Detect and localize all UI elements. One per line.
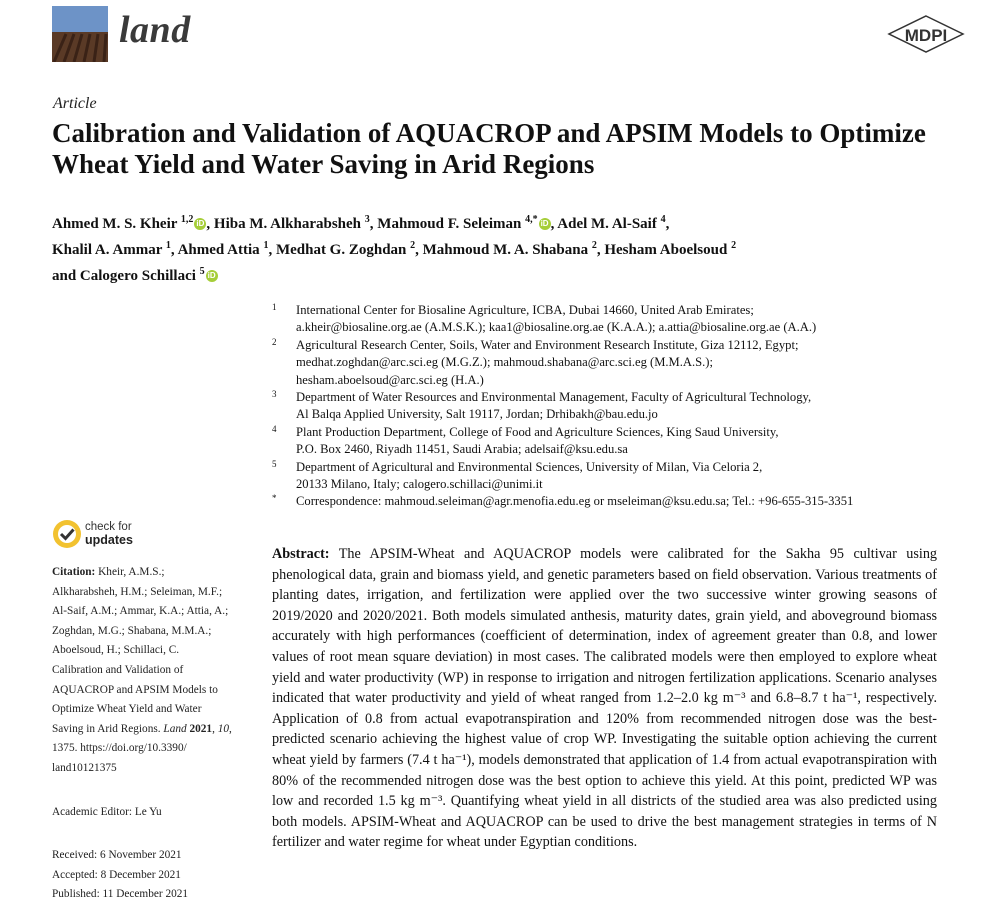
- citation-volume: 10: [217, 722, 230, 735]
- citation-line: Al-Saif, A.M.; Ammar, K.A.; Attia, A.;: [52, 605, 229, 618]
- affiliation-number: 5: [272, 458, 277, 469]
- abstract-label: Abstract:: [272, 546, 330, 562]
- citation-doi-tail[interactable]: land10121375: [52, 761, 117, 774]
- author-affiliation-sup: 5: [199, 266, 205, 277]
- affiliation-number: 2: [272, 336, 277, 347]
- author-affiliation-sup: 2: [731, 240, 737, 251]
- author-affiliation-sup: 1,2: [180, 214, 194, 225]
- citation-line: AQUACROP and APSIM Models to: [52, 683, 218, 696]
- abstract-text: The APSIM-Wheat and AQUACROP models were calibrated for the Sakha 95 cultivar using phenological data, grain and biomass yield, and genetic parameters based on field observation. Various treatments of planting dates, irrigation, and fertilization were applied over the two successive winter growing seasons of 2019/2020 and 2020/2021. Both models simulated anthesis, maturity dates, grain yield, and aboveground biomass accurately with high performances (coefficient of determination, index of agreement greater than 0.8, and lower values of root mean square deviation) in most cases. The calibrated models were then employed to explore wheat yield and water productivity (WP) in response to irrigation and nitrogen fertilization applications. Scenario analyses indicated that water productivity and yield of wheat ranged from 1.2–2.0 kg m⁻³ and 6.8–8.7 t ha⁻¹, respectively. Application of 0.8 from actual evapotranspiration and 120% from recommended nitrogen dose was the best-predicted scenario achieving the highest value of crop WP. Investigating the suitable option achieving the current wheat yield by farmers (7.4 t ha⁻¹), models demonstrated that application of 1.4 from actual evapotranspiration with 80% of the recommended nitrogen dose was the best option to achieve this yield. At this point, predicted WP was low and recorded 1.5 kg m⁻³. Quantifying wheat yield in all districts of the studied area was also predicted using both models. APSIM-Wheat and AQUACROP can be used to drive the best management strategies in terms of N fertilizer and water regime for wheat under Egyptian conditions.: [272, 546, 938, 851]
- article-type: Article: [53, 95, 97, 112]
- affiliation-item: [272, 459, 952, 494]
- author-name[interactable]: Khalil A. Ammar: [52, 242, 163, 258]
- citation-block: Citation: Kheir, A.M.S.; Alkharabsheh, H.M.; Seleiman, M.F.; Al-Saif, A.M.; Ammar, K.A.; Attia, A.; Zoghdan, M.G.; Shabana, M.M.A.; Aboelsoud, H.; Schillaci, C. Calibration and Validation of AQUACROP and APSIM Models to Optimize Wheat Yield and Water Saving in Arid Regions. Land 2021, 10, 1375. https://doi.org/10.3390/ land10121375: [52, 566, 232, 774]
- author-name[interactable]: Ahmed Attia: [177, 242, 260, 258]
- citation-doi[interactable]: 1375. https://doi.org/10.3390/: [52, 742, 187, 755]
- affiliation-number: 4: [272, 423, 277, 434]
- affiliation-line: Department of Agricultural and Environmental Sciences, University of Milan, Via Celoria 2,: [296, 459, 763, 474]
- author-separator: ,: [596, 242, 605, 258]
- author-name[interactable]: Mahmoud F. Seleiman: [377, 216, 522, 232]
- journal-logo-image: [52, 6, 108, 62]
- affiliation-item: [272, 493, 952, 510]
- author-separator: ,: [369, 216, 378, 232]
- citation-line: Zoghdan, M.G.; Shabana, M.M.A.;: [52, 624, 212, 637]
- author-separator: ,: [206, 216, 214, 232]
- citation-label: Citation:: [52, 566, 96, 578]
- citation-line: Aboelsoud, H.; Schillaci, C.: [52, 644, 180, 657]
- check-for-updates-badge[interactable]: [52, 519, 182, 551]
- citation-year: 2021: [189, 722, 213, 735]
- affiliation-line: Agricultural Research Center, Soils, Water and Environment Research Institute, Giza 12112, Egypt;: [296, 337, 799, 352]
- citation-line: Calibration and Validation of: [52, 663, 184, 676]
- affiliation-number: 1: [272, 302, 277, 312]
- publication-dates: [52, 846, 188, 905]
- affiliations-list: [272, 302, 952, 511]
- affiliation-item: [272, 337, 952, 389]
- published-date: Published: 11 December 2021: [52, 888, 189, 901]
- author-name[interactable]: Hiba M. Alkharabsheh: [213, 216, 362, 232]
- article-title: Calibration and Validation of AQUACROP and APSIM Models to Optimize Wheat Yield and Water Saving in Arid Regions: [52, 118, 926, 179]
- affiliation-number: 3: [272, 389, 277, 400]
- author-affiliation-sup: 2: [591, 240, 597, 251]
- affiliation-line: Department of Water Resources and Environmental Management, Faculty of Agricultural Technology,: [296, 390, 812, 405]
- received-date: Received: 6 November 2021: [52, 849, 182, 861]
- affiliation-line: medhat.zoghdan@arc.sci.eg (M.G.Z.); mahmoud.shabana@arc.sci.eg (M.M.A.S.);: [296, 355, 713, 370]
- citation-journal: Land: [163, 722, 187, 735]
- author-separator: ,: [665, 216, 670, 232]
- affiliation-item: [272, 302, 952, 337]
- affiliation-line: 20133 Milano, Italy; calogero.schillaci@unimi.it: [296, 477, 543, 492]
- citation-line: Alkharabsheh, H.M.; Seleiman, M.F.;: [52, 585, 223, 598]
- affiliation-number: *: [272, 493, 277, 504]
- check-updates-line1: check for: [85, 521, 132, 533]
- author-separator: ,: [550, 216, 558, 232]
- affiliation-line: Correspondence: mahmoud.seleiman@agr.menofia.edu.eg or mseleiman@ksu.edu.sa; Tel.: +96-655-315-3351: [296, 494, 854, 509]
- check-updates-icon: [52, 519, 82, 549]
- publisher-name: MDPI: [904, 26, 948, 45]
- affiliation-line: hesham.aboelsoud@arc.sci.eg (H.A.): [296, 372, 484, 387]
- affiliation-line: International Center for Biosaline Agriculture, ICBA, Dubai 14660, United Arab Emirates;: [296, 303, 754, 317]
- author-separator: ,: [415, 242, 423, 258]
- author-name[interactable]: Ahmed M. S. Kheir: [52, 216, 178, 232]
- citation-line: Kheir, A.M.S.;: [95, 566, 165, 578]
- author-name[interactable]: and Calogero Schillaci: [52, 268, 196, 284]
- orcid-icon[interactable]: iD: [207, 271, 216, 280]
- affiliation-item: [272, 389, 952, 424]
- author-affiliation-sup: 1: [165, 240, 171, 251]
- citation-line: Saving in Arid Regions.: [52, 722, 164, 735]
- citation-line: Optimize Wheat Yield and Water: [52, 703, 202, 716]
- publisher-logo[interactable]: [887, 14, 965, 54]
- author-separator: ,: [170, 242, 178, 258]
- academic-editor: Academic Editor: Le Yu: [52, 806, 162, 818]
- author-list: [52, 209, 952, 287]
- affiliation-line: a.kheir@biosaline.org.ae (A.M.S.K.); kaa1@biosaline.org.ae (K.A.A.); a.attia@biosaline.org.ae (A.A.): [296, 320, 817, 335]
- author-affiliation-sup: 4,*: [525, 214, 538, 225]
- accepted-date: Accepted: 8 December 2021: [52, 868, 181, 881]
- author-affiliation-sup: 3: [364, 214, 370, 225]
- author-separator: ,: [268, 242, 276, 258]
- author-affiliation-sup: 2: [410, 240, 416, 251]
- affiliation-line: Al Balqa Applied University, Salt 19117, Jordan; Drhibakh@bau.edu.jo: [296, 407, 658, 422]
- orcid-icon[interactable]: iD: [540, 219, 549, 228]
- author-name[interactable]: Medhat G. Zoghdan: [275, 242, 407, 258]
- author-affiliation-sup: 1: [263, 240, 269, 251]
- orcid-icon[interactable]: iD: [196, 219, 205, 228]
- abstract: [272, 544, 937, 853]
- author-name[interactable]: Mahmoud M. A. Shabana: [422, 242, 589, 258]
- journal-name: land: [119, 9, 191, 51]
- author-affiliation-sup: 4: [660, 214, 666, 225]
- affiliation-line: Plant Production Department, College of Food and Agriculture Sciences, King Saud University,: [296, 424, 779, 439]
- author-name[interactable]: Adel M. Al-Saif: [557, 216, 657, 232]
- affiliation-item: [272, 424, 952, 459]
- affiliation-line: P.O. Box 2460, Riyadh 11451, Saudi Arabia; adelsaif@ksu.edu.sa: [296, 442, 628, 457]
- check-updates-line2: updates: [85, 533, 133, 547]
- author-name[interactable]: Hesham Aboelsoud: [604, 242, 728, 258]
